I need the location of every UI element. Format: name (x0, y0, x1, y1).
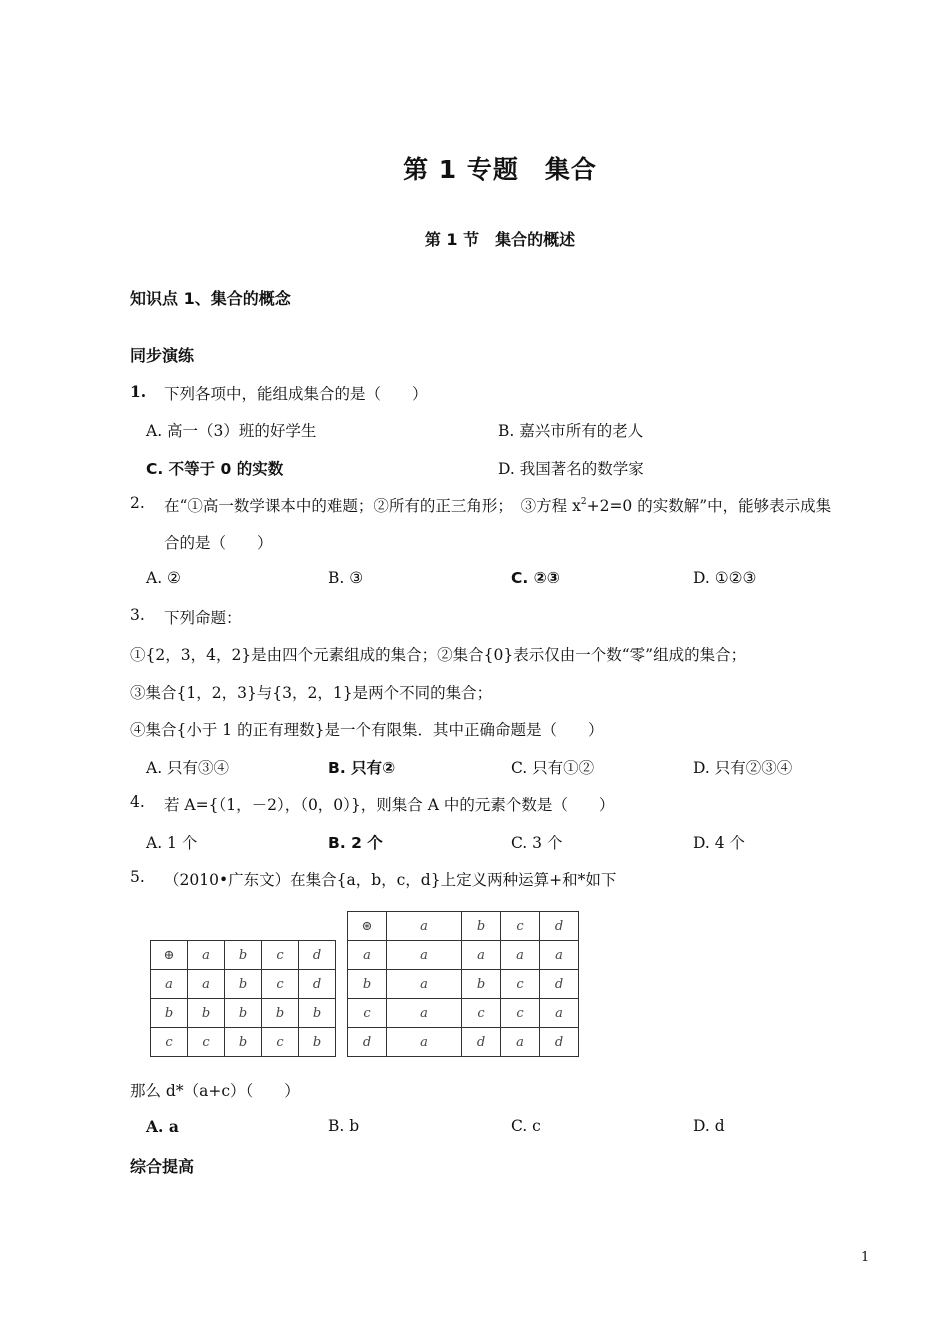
table-cell: a (387, 970, 462, 999)
q5-option-b: B. b (328, 1117, 360, 1135)
table-cell: b (188, 999, 225, 1028)
table-cell: b (225, 999, 262, 1028)
table-row (348, 999, 579, 1028)
table-cell: ⊛ (348, 912, 387, 941)
q1-option-c: C. 不等于 0 的实数 (146, 460, 284, 478)
q2-option-b: B. ③ (328, 569, 364, 587)
table-cell: c (151, 1028, 188, 1057)
q3-stem: 下列命题： (164, 609, 242, 627)
table-cell: ⊕ (151, 941, 188, 970)
table-cell: d (540, 912, 579, 941)
table-cell: d (462, 1028, 501, 1057)
table-cell: c (262, 970, 299, 999)
q2-option-c: C. ②③ (511, 569, 560, 587)
table-cell: c (262, 941, 299, 970)
q1-stem: 下列各项中，能组成集合的是（ ） (164, 385, 428, 403)
table-cell: b (462, 970, 501, 999)
q4-stem: 若 A={（1，－2），（0，0）}，则集合 A 中的元素个数是（ ） (164, 796, 615, 814)
table-cell: c (501, 970, 540, 999)
q5-option-a: A. a (146, 1117, 179, 1136)
q1-option-b: B. 嘉兴市所有的老人 (498, 422, 644, 440)
table-cell: c (348, 999, 387, 1028)
q1-option-a: A. 高一（3）班的好学生 (146, 422, 317, 440)
table-cell: a (387, 1028, 462, 1057)
practice-heading: 同步演练 (130, 346, 195, 365)
q5-option-c: C. c (511, 1117, 541, 1135)
q1-number: 1. (130, 382, 147, 401)
table-cell: b (348, 970, 387, 999)
table-cell: a (501, 941, 540, 970)
table-cell: a (188, 941, 225, 970)
q4-option-a: A. 1 个 (146, 834, 198, 852)
q4-option-c: C. 3 个 (511, 834, 563, 852)
q4-number: 4. (130, 793, 145, 811)
table-cell: d (540, 970, 579, 999)
q5-number: 5. (130, 868, 145, 886)
page-title: 第 1 专题 集合 (403, 155, 597, 184)
table-row (151, 1028, 336, 1057)
q4-option-d: D. 4 个 (693, 834, 746, 852)
table-cell: b (225, 970, 262, 999)
table-cell: a (540, 999, 579, 1028)
table-cell: c (188, 1028, 225, 1057)
table-cell: a (387, 941, 462, 970)
q2-stem-line1: 在“①高一数学课本中的难题；②所有的正三角形； ③方程 $x^2+2=0$ 的实数解”中，能够表示成集 (164, 497, 832, 515)
table-row (348, 1028, 579, 1057)
table-cell: b (262, 999, 299, 1028)
table-header-row (348, 912, 579, 941)
table-cell: a (540, 941, 579, 970)
knowledge-point-heading: 知识点 1、集合的概念 (130, 289, 291, 308)
q2-option-d: D. ①②③ (693, 569, 757, 587)
plus-operation-table (150, 940, 336, 1057)
q4-option-b: B. 2 个 (328, 834, 383, 852)
table-row (151, 999, 336, 1028)
q5-followup: 那么 d*（a+c）（ ） (130, 1082, 300, 1100)
table-cell: a (501, 1028, 540, 1057)
table-cell: a (188, 970, 225, 999)
table-cell: b (225, 1028, 262, 1057)
q2-stem-line2: 合的是（ ） (164, 534, 273, 552)
table-cell: a (151, 970, 188, 999)
q5-stem: （2010•广东文）在集合{a，b，c，d}上定义两种运算+和*如下 (164, 871, 617, 889)
table-cell: b (299, 999, 336, 1028)
table-cell: c (462, 999, 501, 1028)
page-number: 1 (861, 1250, 870, 1265)
q3-number: 3. (130, 606, 145, 624)
table-cell: b (225, 941, 262, 970)
table-cell: b (299, 1028, 336, 1057)
q3-option-b: B. 只有② (328, 759, 396, 777)
table-cell: d (540, 1028, 579, 1057)
q3-option-d: D. 只有②③④ (693, 759, 793, 777)
table-cell: d (348, 1028, 387, 1057)
q1-option-d: D. 我国著名的数学家 (498, 460, 644, 478)
table-cell: b (151, 999, 188, 1028)
table-row (151, 970, 336, 999)
table-row (348, 970, 579, 999)
q3-line-1: ①{2，3，4，2}是由四个元素组成的集合；②集合{0}表示仅由一个数“零”组成的集合； (130, 646, 747, 664)
q3-option-a: A. 只有③④ (146, 759, 230, 777)
table-header-row (151, 941, 336, 970)
table-cell: c (262, 1028, 299, 1057)
times-operation-table (347, 911, 579, 1057)
section-title: 第 1 节 集合的概述 (424, 230, 576, 249)
table-cell: a (387, 999, 462, 1028)
table-cell: d (299, 970, 336, 999)
table-cell: b (462, 912, 501, 941)
table-row (348, 941, 579, 970)
table-cell: a (462, 941, 501, 970)
table-cell: a (387, 912, 462, 941)
q2-option-a: A. ② (146, 569, 181, 587)
q5-option-d: D. d (693, 1117, 725, 1135)
comprehensive-heading: 综合提高 (130, 1157, 195, 1176)
table-cell: d (299, 941, 336, 970)
table-cell: a (348, 941, 387, 970)
q3-line-2: ③集合{1，2，3}与{3，2，1}是两个不同的集合； (130, 684, 493, 702)
q3-line-3: ④集合{小于 1 的正有理数}是一个有限集．其中正确命题是（ ） (130, 721, 604, 739)
q2-number: 2. (130, 494, 145, 512)
q3-option-c: C. 只有①② (511, 759, 595, 777)
table-cell: c (501, 999, 540, 1028)
table-cell: c (501, 912, 540, 941)
